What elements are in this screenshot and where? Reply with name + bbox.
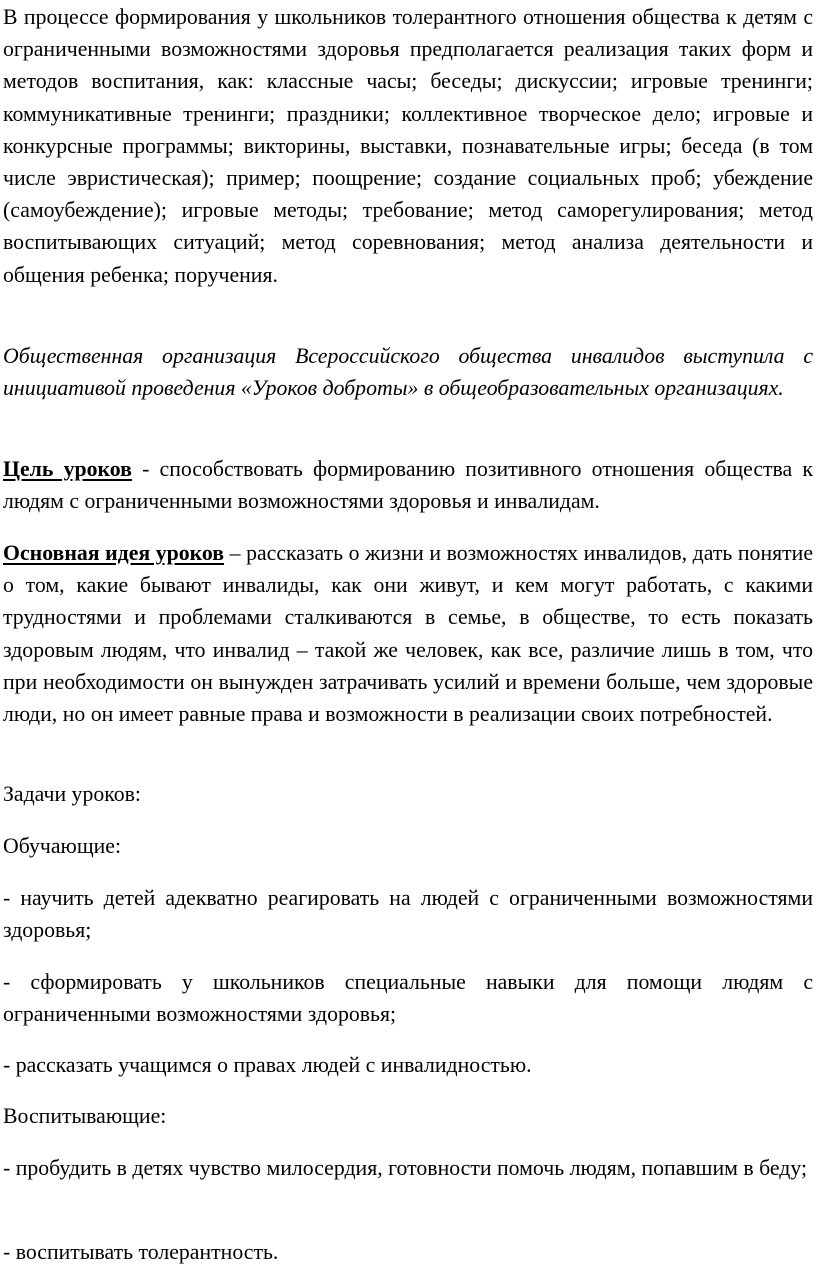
teaching-item: - рассказать учащимся о правах людей с инвалидностью. bbox=[3, 1053, 532, 1077]
teaching-item: - научить детей адекватно реагировать на людей с ограниченными возможностями здоровья; bbox=[3, 886, 813, 943]
main-idea-label: Основная идея уроков bbox=[3, 541, 225, 565]
upbringing-item: - воспитывать толерантность. bbox=[3, 1240, 279, 1264]
teaching-heading: Обучающие: bbox=[3, 834, 121, 858]
main-idea-paragraph bbox=[3, 537, 813, 730]
upbringing-item: - пробудить в детях чувство милосердия, готовности помочь людям, попавшим в беду; bbox=[3, 1156, 808, 1180]
organization-note: Общественная организация Всероссийского общества инвалидов выступила с инициативой проведения «Уроков доброты» в общеобразовательных организациях. bbox=[3, 344, 813, 401]
main-idea-text: – рассказать о жизни и возможностях инвалидов, дать понятие о том, какие бывают инвалиды, как они живут, и кем могут работать, с какими трудностями и проблемами сталкиваются в семье, в обществе, то есть показать здоровым людям, что инвалид – такой же человек, как все, различие лишь в том, что при необходимости он вынужден затрачивать усилий и времени больше, чем здоровые люди, но он имеет равные права и возможности в реализации своих потребностей. bbox=[3, 541, 813, 727]
teaching-item: - сформировать у школьников специальные навыки для помощи людям с ограниченными возможностями здоровья; bbox=[3, 970, 813, 1027]
goal-label: Цель уроков bbox=[3, 457, 132, 481]
intro-paragraph: В процессе формирования у школьников толерантного отношения общества к детям с ограниченными возможностями здоровья предполагается реализация таких форм и методов воспитания, как: классные часы; беседы; дискуссии; игровые тренинги; коммуникативные тренинги; праздники; коллективное творческое дело; игровые и конкурсные программы; викторины, выставки, познавательные игры; беседа (в том числе эвристическая); пример; поощрение; создание социальных проб; убеждение (самоубеждение); игровые методы; требование; метод саморегулирования; метод воспитывающих ситуаций; метод соревнования; метод анализа деятельности и общения ребенка; поручения. bbox=[3, 5, 813, 287]
goal-text: - способствовать формированию позитивного отношения общества к людям с ограниченными возможностями здоровья и инвалидам. bbox=[3, 457, 813, 514]
goal-paragraph bbox=[3, 453, 813, 517]
upbringing-heading: Воспитывающие: bbox=[3, 1104, 167, 1128]
tasks-heading: Задачи уроков: bbox=[3, 782, 141, 806]
